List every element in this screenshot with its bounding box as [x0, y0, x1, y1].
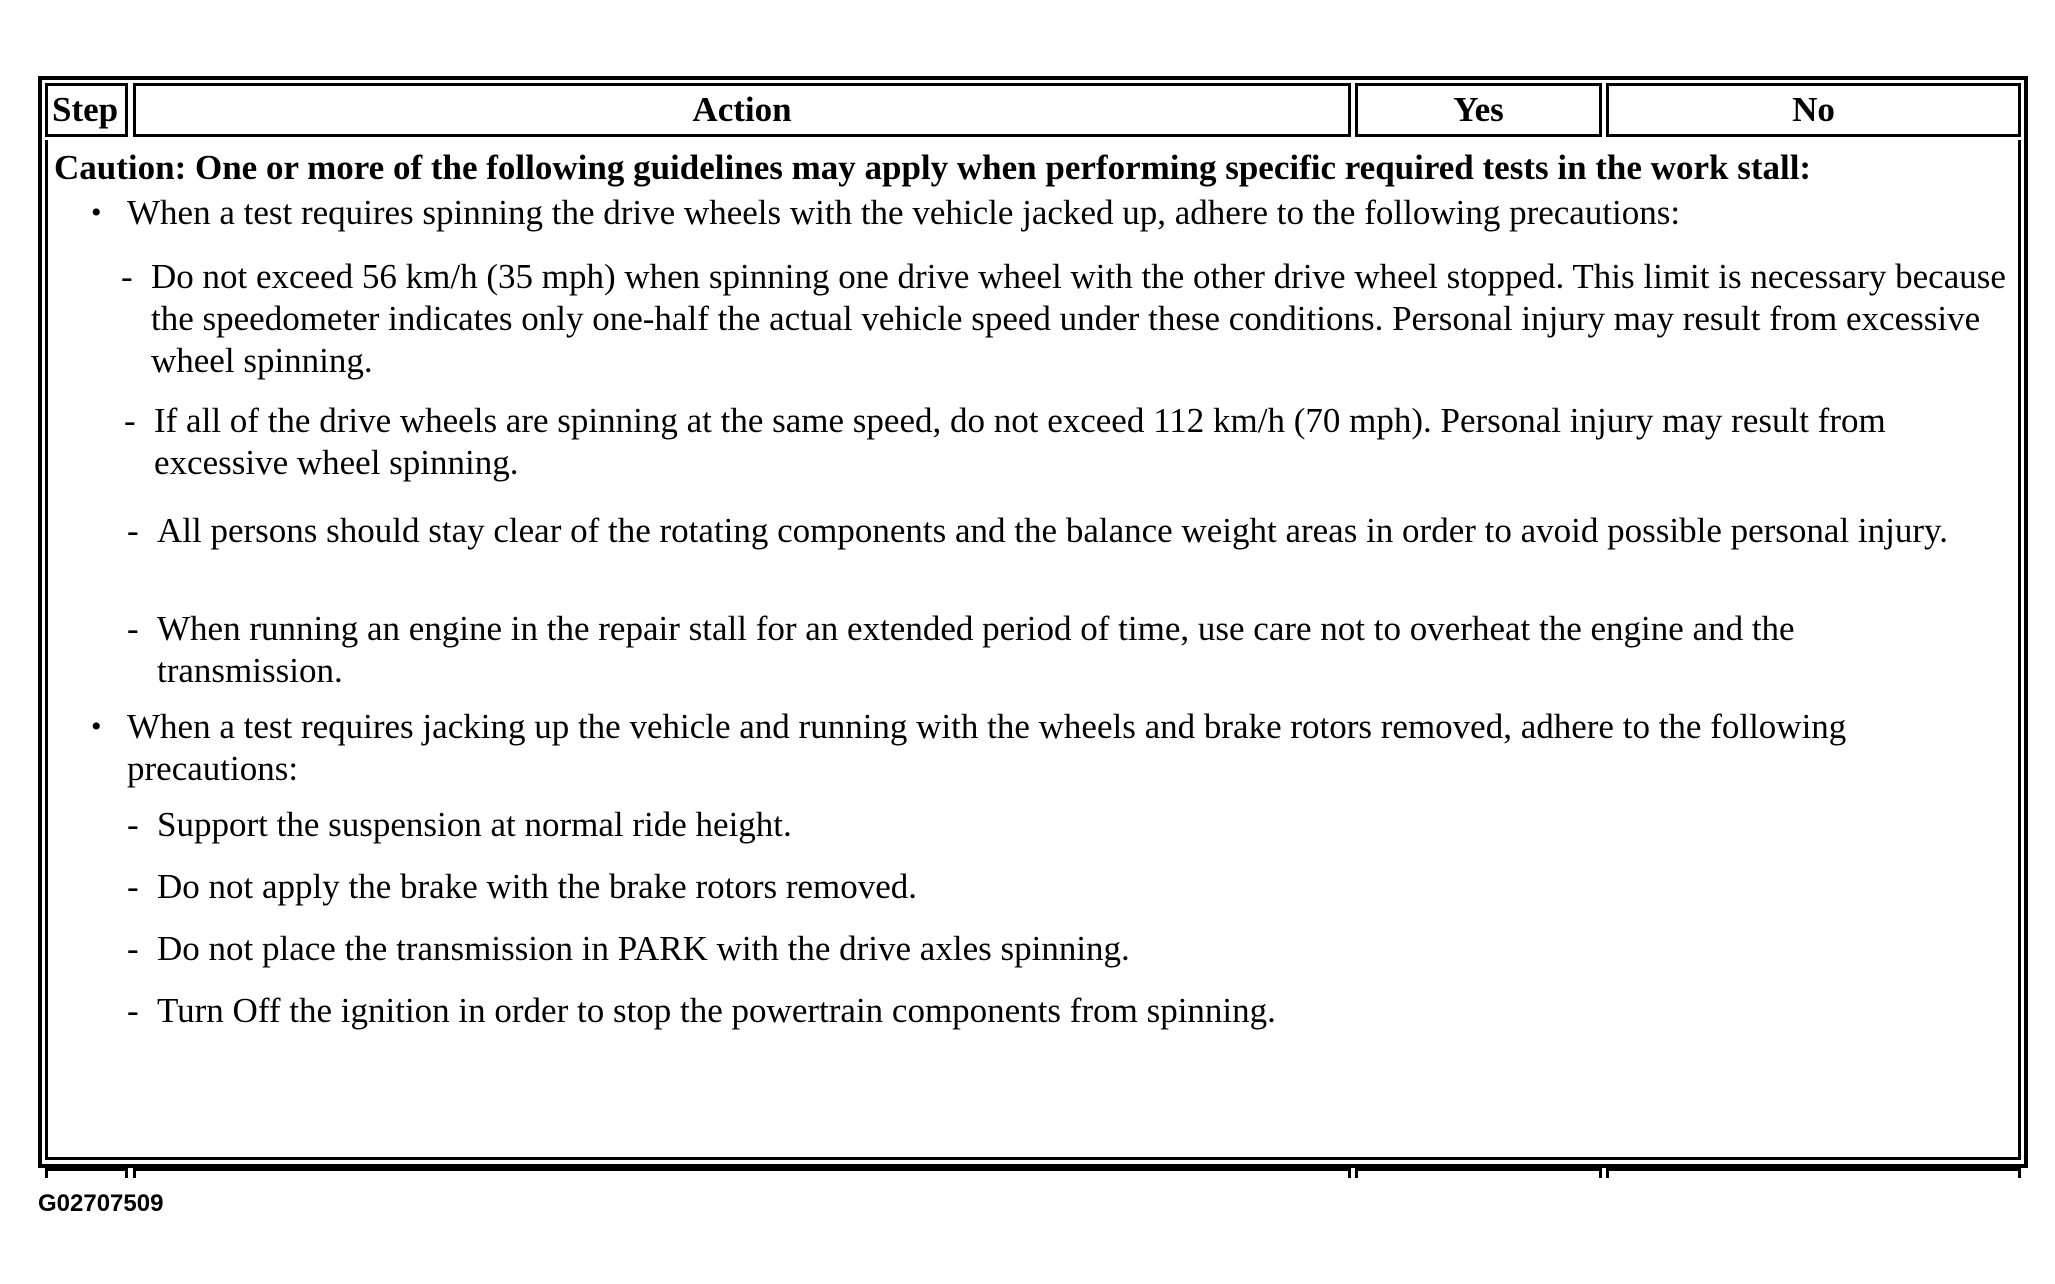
header-action: Action	[133, 83, 1351, 137]
bullet-item	[91, 706, 1977, 790]
header-yes: Yes	[1355, 83, 1602, 137]
sub-item-text: Do not place the transmission in PARK with the drive axles spinning.	[157, 929, 1130, 968]
sub-item	[124, 400, 2024, 484]
sub-item-text: Do not apply the brake with the brake rotors removed.	[157, 867, 918, 906]
sub-item	[127, 928, 1957, 970]
bullet-marker: •	[91, 196, 102, 229]
sub-marker: -	[127, 805, 139, 844]
sub-item	[127, 510, 1997, 552]
sub-marker: -	[124, 401, 136, 440]
sub-marker: -	[121, 257, 133, 296]
caution-cell	[45, 140, 2021, 1160]
sub-marker: -	[127, 867, 139, 906]
sub-item-text: When running an engine in the repair stall for an extended period of time, use care not to overheat the engine and the transmission.	[157, 609, 1795, 690]
sub-item	[127, 804, 1957, 846]
bullet-text: When a test requires jacking up the vehicle and running with the wheels and brake rotors removed, adhere to the following precautions:	[127, 707, 1847, 788]
sub-marker: -	[127, 929, 139, 968]
sub-item	[127, 866, 1957, 908]
sub-marker: -	[127, 991, 139, 1030]
sub-item-text: All persons should stay clear of the rotating components and the balance weight areas in order to avoid possible personal injury.	[157, 511, 1948, 550]
sub-item-text: Support the suspension at normal ride height.	[157, 805, 792, 844]
next-row-action-cell	[133, 1168, 1351, 1178]
next-row-step-cell	[45, 1168, 128, 1178]
sub-item-text: If all of the drive wheels are spinning at the same speed, do not exceed 112 km/h (70 mph). Personal injury may result from excessive wheel spinning.	[154, 401, 1886, 482]
next-row-yes-cell	[1355, 1168, 1602, 1178]
sub-item-text: Turn Off the ignition in order to stop the powertrain components from spinning.	[157, 991, 1276, 1030]
bullet-text: When a test requires spinning the drive wheels with the vehicle jacked up, adhere to the following precautions:	[127, 193, 1681, 232]
sub-item-text: Do not exceed 56 km/h (35 mph) when spinning one drive wheel with the other drive wheel stopped. This limit is necessary because the speedometer indicates only one-half the actual vehicle speed under these conditions. Personal injury may result from excessive wheel spinning.	[151, 257, 2006, 380]
header-no: No	[1606, 83, 2021, 137]
bullet-item	[91, 192, 2007, 234]
figure-id: G02707509	[38, 1190, 164, 1217]
next-row-no-cell	[1606, 1168, 2021, 1178]
caution-heading: Caution: One or more of the following guidelines may apply when performing specific required tests in the work stall:	[54, 148, 1812, 187]
sub-marker: -	[127, 609, 139, 648]
sub-item	[127, 608, 1957, 692]
header-step: Step	[45, 83, 128, 137]
sub-marker: -	[127, 511, 139, 550]
sub-item	[121, 256, 2021, 382]
bullet-marker: •	[91, 710, 102, 743]
sub-item	[127, 990, 1957, 1032]
